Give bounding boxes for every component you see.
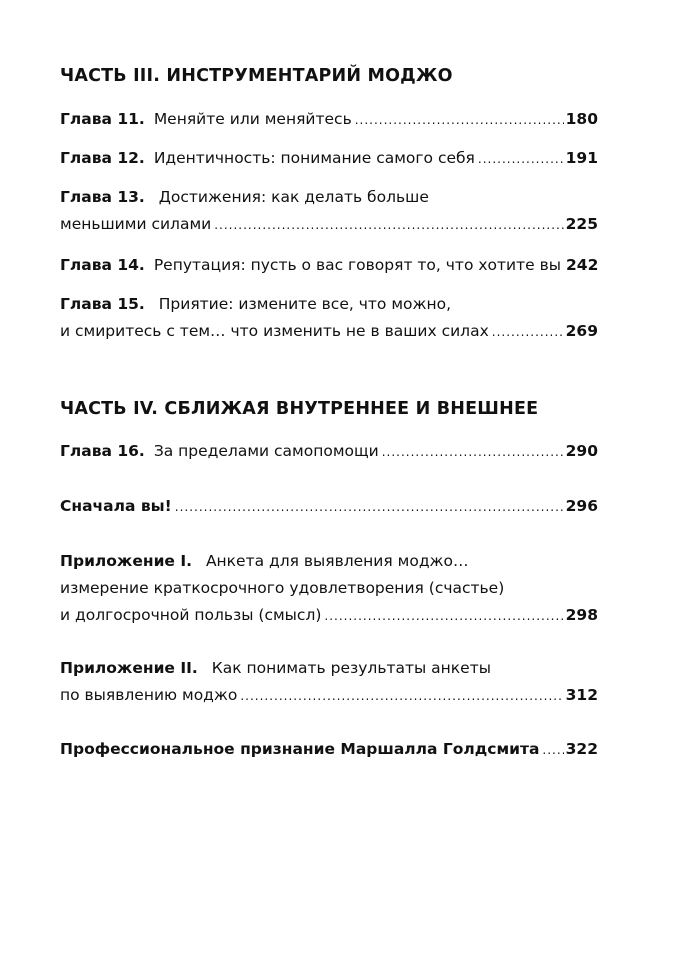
toc-entry-chapter-14[interactable] — [60, 252, 598, 279]
chapter-title-line: и смиритесь с тем… что изменить не в ваших силах — [60, 322, 489, 340]
chapter-title-line: меньшими силами — [60, 215, 212, 233]
section-label: Сначала вы! — [60, 497, 172, 515]
leader-dots — [492, 319, 564, 346]
page-number: 269 — [565, 322, 598, 340]
toc-entry-appendix-2[interactable] — [60, 655, 598, 709]
chapter-title: Меняйте или меняйтесь — [153, 110, 352, 128]
toc-entry-appendix-1[interactable] — [60, 548, 598, 629]
chapter-label: Глава 15. — [60, 295, 145, 313]
chapter-title: Идентичность: понимание самого себя — [153, 149, 475, 167]
page-number: 225 — [565, 215, 598, 233]
toc-entry-chapter-12[interactable] — [60, 145, 598, 172]
appendix-title-line: по выявлению моджо — [60, 686, 238, 704]
page-number: 191 — [565, 149, 598, 167]
leader-dots — [175, 494, 564, 521]
appendix-title-line: и долгосрочной пользы (смысл) — [60, 606, 322, 624]
toc-entry-chapter-16[interactable] — [60, 438, 598, 465]
chapter-label: Глава 14. — [60, 256, 145, 274]
toc-entry-chapter-15[interactable] — [60, 291, 598, 345]
chapter-label: Глава 16. — [60, 442, 145, 460]
appendix-label: Приложение II. — [60, 659, 198, 677]
toc-entry-recognition[interactable] — [60, 736, 598, 763]
appendix-title-line: измерение краткосрочного удовлетворения (счастье) — [60, 579, 505, 597]
leader-dots — [382, 439, 564, 466]
chapter-title-line: Приятие: измените все, что можно, — [158, 295, 452, 313]
appendix-title-line: Анкета для выявления моджо… — [205, 552, 469, 570]
page-number: 322 — [565, 740, 598, 758]
part-title: ЧАСТЬ IV. СБЛИЖАЯ ВНУТРЕННЕЕ И ВНЕШНЕЕ — [60, 399, 539, 419]
leader-dots — [324, 603, 563, 630]
leader-dots — [355, 107, 564, 134]
appendix-title-line: Как понимать результаты анкеты — [211, 659, 491, 677]
chapter-label: Глава 13. — [60, 188, 145, 206]
page-number: 290 — [565, 442, 598, 460]
chapter-label: Глава 12. — [60, 149, 145, 167]
chapter-title: Репутация: пусть о вас говорят то, что хотите вы — [153, 256, 561, 274]
appendix-label: Приложение I. — [60, 552, 192, 570]
toc-entry-chapter-11[interactable] — [60, 106, 598, 133]
leader-dots — [214, 212, 563, 239]
chapter-title: За пределами самопомощи — [153, 442, 379, 460]
leader-dots — [240, 683, 563, 710]
page-number: 312 — [565, 686, 598, 704]
page-number: 296 — [565, 497, 598, 515]
page-number: 242 — [566, 256, 599, 274]
toc-entry-chapter-13[interactable] — [60, 184, 598, 238]
chapter-title-line: Достижения: как делать больше — [158, 188, 429, 206]
leader-dots — [542, 737, 563, 764]
section-title: Профессиональное признание Маршалла Голдсмита — [60, 740, 540, 758]
leader-dots — [478, 146, 564, 173]
page-number: 298 — [565, 606, 598, 624]
page-number: 180 — [565, 110, 598, 128]
chapter-label: Глава 11. — [60, 110, 145, 128]
part-title: ЧАСТЬ III. ИНСТРУМЕНТАРИЙ МОДЖО — [60, 66, 453, 86]
toc-entry-you-first[interactable] — [60, 493, 598, 520]
